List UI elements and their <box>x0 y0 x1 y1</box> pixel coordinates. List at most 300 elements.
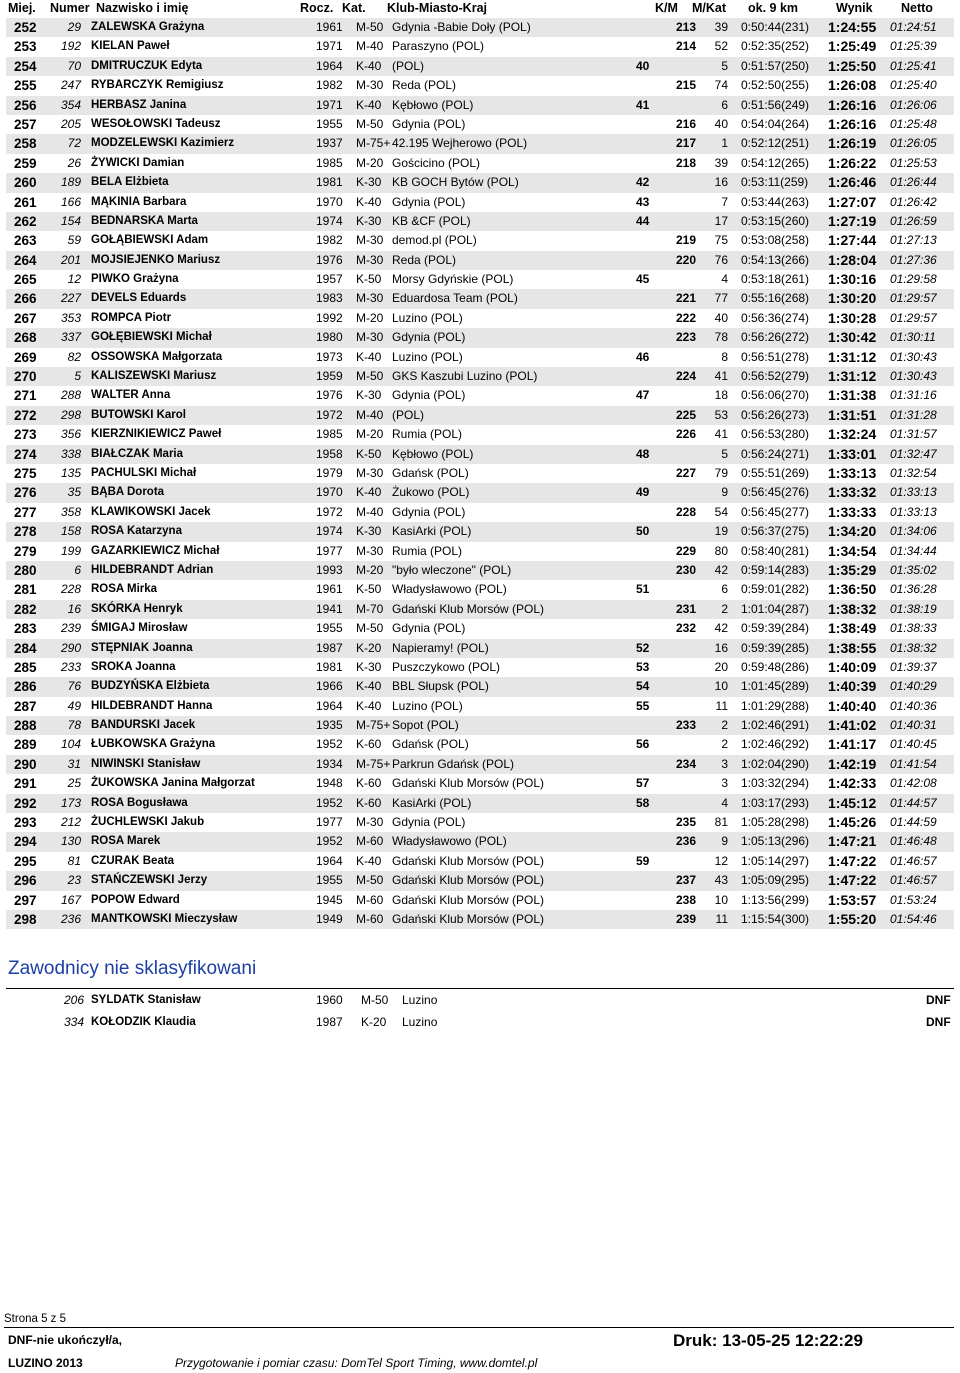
row-place: 297 <box>14 892 37 908</box>
row-gender-place-m: 235 <box>675 815 696 830</box>
row-split: 0:55:51(269) <box>741 465 810 480</box>
row-club: Gdańsk (POL) <box>392 737 469 752</box>
dnf-number: 334 <box>63 1015 84 1029</box>
dnf-row <box>6 1011 954 1033</box>
row-place: 262 <box>14 213 37 229</box>
row-club: Gdański Klub Morsów (POL) <box>392 892 545 907</box>
row-number: 72 <box>67 136 81 151</box>
row-category-place: 74 <box>714 78 728 93</box>
row-year: 1982 <box>316 78 343 93</box>
row-category-place: 16 <box>714 640 728 655</box>
row-gender-place-m: 221 <box>675 291 696 306</box>
row-club: Gościcino (POL) <box>392 155 481 170</box>
row-result: 1:45:12 <box>828 794 877 811</box>
dnf-legend: DNF-nie ukończył/a, <box>8 1333 123 1347</box>
table-row <box>6 522 954 541</box>
row-result: 1:31:38 <box>828 387 877 404</box>
table-row <box>6 658 954 677</box>
row-year: 1980 <box>316 330 343 345</box>
row-number: 189 <box>60 175 81 190</box>
row-split: 0:56:36(274) <box>741 310 810 325</box>
row-category: K-20 <box>356 640 382 655</box>
row-result: 1:33:32 <box>828 484 877 501</box>
row-number: 167 <box>60 892 81 907</box>
row-year: 1974 <box>316 524 343 539</box>
table-row <box>6 794 954 813</box>
row-category-place: 12 <box>714 853 728 868</box>
row-place: 288 <box>14 718 37 734</box>
row-category: M-30 <box>356 815 384 830</box>
row-netto: 01:46:57 <box>890 853 937 868</box>
row-club: KB &CF (POL) <box>392 213 471 228</box>
row-category: M-60 <box>356 834 384 849</box>
row-result: 1:24:55 <box>828 19 877 35</box>
row-name: ROSA Mirka <box>91 583 158 596</box>
row-split: 0:56:37(275) <box>741 524 810 539</box>
row-category-place: 40 <box>714 116 728 131</box>
row-gender-place-m: 237 <box>675 873 696 888</box>
table-row <box>6 37 954 56</box>
row-netto: 01:31:16 <box>890 388 937 403</box>
row-number: 247 <box>60 78 81 93</box>
row-name: KALISZEWSKI Mariusz <box>91 370 217 383</box>
row-result: 1:33:01 <box>828 445 877 462</box>
row-netto: 01:25:48 <box>890 116 937 131</box>
table-row <box>6 813 954 832</box>
row-place: 277 <box>14 504 37 520</box>
row-netto: 01:40:36 <box>890 698 937 713</box>
row-result: 1:26:46 <box>828 174 877 191</box>
row-split: 0:56:51(278) <box>741 349 810 364</box>
row-name: BIAŁCZAK Maria <box>91 447 184 460</box>
row-name: ŚMIGAJ Mirosław <box>91 622 188 635</box>
row-gender-place-k: 55 <box>636 698 650 713</box>
table-row <box>6 193 954 212</box>
row-split: 0:56:45(276) <box>741 485 810 500</box>
row-club: Rumia (POL) <box>392 427 463 442</box>
table-row <box>6 464 954 483</box>
row-category: M-60 <box>356 892 384 907</box>
row-number: 25 <box>67 776 81 791</box>
row-place: 261 <box>14 194 37 210</box>
dnf-name: SYLDATK Stanisław <box>91 994 201 1006</box>
row-place: 292 <box>14 795 37 811</box>
row-year: 1992 <box>316 310 343 325</box>
row-netto: 01:39:37 <box>890 659 937 674</box>
row-club: GKS Kaszubi Luzino (POL) <box>392 369 538 384</box>
event-name: LUZINO 2013 <box>8 1356 83 1370</box>
row-result: 1:25:50 <box>828 57 877 74</box>
row-place: 271 <box>14 388 37 404</box>
row-place: 298 <box>14 911 37 927</box>
row-category-place: 79 <box>714 465 728 480</box>
row-category-place: 75 <box>714 233 728 248</box>
row-category: K-50 <box>356 272 382 287</box>
row-category: K-30 <box>356 659 382 674</box>
row-result: 1:27:07 <box>828 193 877 210</box>
row-number: 78 <box>67 718 81 733</box>
row-result: 1:30:16 <box>828 271 877 288</box>
row-name: ROMPCA Piotr <box>91 311 172 324</box>
row-club: Gdynia (POL) <box>392 116 466 131</box>
row-year: 1971 <box>316 97 343 112</box>
row-category-place: 6 <box>721 582 728 597</box>
row-category: K-40 <box>356 97 382 112</box>
table-row <box>6 639 954 658</box>
row-name: SROKA Joanna <box>91 660 176 673</box>
row-club: Władysławowo (POL) <box>392 834 507 849</box>
row-category: M-30 <box>356 233 384 248</box>
row-result: 1:32:24 <box>828 426 877 443</box>
row-result: 1:26:16 <box>828 115 877 132</box>
header-gender-place: K/M <box>655 1 678 15</box>
row-netto: 01:26:42 <box>890 194 937 209</box>
row-club: Kębłowo (POL) <box>392 97 474 112</box>
row-gender-place-k: 49 <box>636 485 650 500</box>
row-category: M-20 <box>356 562 384 577</box>
row-result: 1:40:40 <box>828 697 877 714</box>
row-netto: 01:54:46 <box>890 911 937 926</box>
row-split: 1:05:09(295) <box>741 873 810 888</box>
row-result: 1:25:49 <box>828 38 877 55</box>
table-row <box>6 910 954 929</box>
row-split: 0:52:12(251) <box>741 136 810 151</box>
row-netto: 01:26:59 <box>890 213 937 228</box>
row-year: 1970 <box>316 485 343 500</box>
row-category: M-50 <box>356 621 384 636</box>
row-split: 0:52:35(252) <box>741 39 810 54</box>
page-number: Strona 5 z 5 <box>4 1313 67 1325</box>
row-place: 291 <box>14 776 37 792</box>
row-year: 1985 <box>316 427 343 442</box>
row-result: 1:47:22 <box>828 872 877 889</box>
row-netto: 01:32:54 <box>890 465 937 480</box>
table-row <box>6 231 954 250</box>
row-year: 1981 <box>316 175 343 190</box>
row-category: M-50 <box>356 873 384 888</box>
row-category: K-30 <box>356 213 382 228</box>
results-table-header <box>6 0 954 16</box>
table-row <box>6 891 954 910</box>
row-place: 263 <box>14 233 37 249</box>
row-club: Gdynia (POL) <box>392 330 466 345</box>
row-club: Parkrun Gdańsk (POL) <box>392 756 515 771</box>
row-category-place: 54 <box>714 504 728 519</box>
row-place: 270 <box>14 369 37 385</box>
row-number: 288 <box>60 388 81 403</box>
row-place: 285 <box>14 659 37 675</box>
row-club: "było wleczone" (POL) <box>392 562 512 577</box>
row-split: 1:05:14(297) <box>741 853 810 868</box>
row-number: 16 <box>67 601 81 616</box>
row-number: 23 <box>67 873 81 888</box>
row-gender-place-k: 54 <box>636 679 650 694</box>
row-split: 0:59:14(283) <box>741 562 810 577</box>
results-table-body <box>6 18 954 929</box>
dnf-number: 206 <box>63 993 84 1007</box>
row-number: 76 <box>67 679 81 694</box>
row-gender-place-m: 216 <box>675 116 696 131</box>
row-split: 1:05:13(296) <box>741 834 810 849</box>
row-club: Gdański Klub Morsów (POL) <box>392 911 545 926</box>
row-number: 290 <box>60 640 81 655</box>
row-netto: 01:24:51 <box>890 20 937 34</box>
row-netto: 01:44:57 <box>890 795 937 810</box>
row-year: 1974 <box>316 213 343 228</box>
row-gender-place-m: 213 <box>675 20 696 34</box>
row-result: 1:38:55 <box>828 639 877 656</box>
row-club: Gdańsk (POL) <box>392 465 469 480</box>
row-split: 0:58:40(281) <box>741 543 810 558</box>
row-gender-place-k: 51 <box>636 582 650 597</box>
row-category: M-20 <box>356 155 384 170</box>
row-netto: 01:53:24 <box>890 892 937 907</box>
row-category-place: 81 <box>714 815 728 830</box>
row-year: 1935 <box>316 718 343 733</box>
header-club: Klub-Miasto-Kraj <box>387 1 487 15</box>
row-gender-place-m: 224 <box>675 369 696 384</box>
table-row <box>6 600 954 619</box>
table-row <box>6 483 954 502</box>
row-netto: 01:40:31 <box>890 718 937 733</box>
row-category-place: 2 <box>721 737 728 752</box>
row-year: 1934 <box>316 756 343 771</box>
row-year: 1964 <box>316 698 343 713</box>
table-row <box>6 735 954 754</box>
row-number: 356 <box>60 427 81 442</box>
row-number: 12 <box>67 272 81 287</box>
row-gender-place-m: 214 <box>675 39 696 54</box>
table-row <box>6 309 954 328</box>
table-row <box>6 76 954 95</box>
table-row <box>6 367 954 386</box>
row-name: BEDNARSKA Marta <box>91 214 198 227</box>
row-gender-place-k: 46 <box>636 349 650 364</box>
row-category-place: 10 <box>714 679 728 694</box>
row-number: 82 <box>67 349 81 364</box>
row-result: 1:41:17 <box>828 736 877 753</box>
row-split: 1:02:46(292) <box>741 737 810 752</box>
row-place: 269 <box>14 349 37 365</box>
row-split: 1:05:28(298) <box>741 815 810 830</box>
row-category-place: 53 <box>714 407 728 422</box>
row-category-place: 18 <box>714 388 728 403</box>
row-gender-place-m: 234 <box>675 756 696 771</box>
table-row <box>6 406 954 425</box>
row-number: 135 <box>60 465 81 480</box>
row-category: K-40 <box>356 58 382 73</box>
row-result: 1:55:20 <box>828 910 877 927</box>
row-club: Gdynia (POL) <box>392 388 466 403</box>
row-category-place: 39 <box>714 20 728 34</box>
row-club: Gdynia (POL) <box>392 504 466 519</box>
row-result: 1:26:16 <box>828 96 877 113</box>
row-year: 1937 <box>316 136 343 151</box>
row-category-place: 77 <box>714 291 728 306</box>
row-year: 1976 <box>316 388 343 403</box>
row-name: GOŁĄBIEWSKI Adam <box>91 234 209 247</box>
footer-divider <box>4 1327 954 1328</box>
row-netto: 01:29:58 <box>890 272 937 287</box>
table-row <box>6 677 954 696</box>
row-category-place: 2 <box>721 718 728 733</box>
row-name: OSSOWSKA Małgorzata <box>91 350 223 363</box>
row-number: 227 <box>60 291 81 306</box>
row-name: BUTOWSKI Karol <box>91 408 186 421</box>
row-number: 236 <box>60 911 81 926</box>
row-netto: 01:36:28 <box>890 582 937 597</box>
row-netto: 01:31:28 <box>890 407 937 422</box>
row-year: 1958 <box>316 446 343 461</box>
row-category-place: 5 <box>721 58 728 73</box>
row-category: M-30 <box>356 78 384 93</box>
row-category: K-40 <box>356 698 382 713</box>
dnf-club: Luzino <box>402 1015 438 1029</box>
row-split: 0:59:39(284) <box>741 621 810 636</box>
row-gender-place-m: 228 <box>675 504 696 519</box>
unclassified-title: Zawodnicy nie sklasyfikowani <box>8 958 257 979</box>
row-result: 1:45:26 <box>828 814 877 831</box>
row-year: 1948 <box>316 776 343 791</box>
print-timestamp: Druk: 13-05-25 12:22:29 <box>673 1331 863 1350</box>
dnf-year: 1987 <box>316 1015 343 1029</box>
row-split: 0:53:18(261) <box>741 272 810 287</box>
row-place: 295 <box>14 853 37 869</box>
row-netto: 01:26:06 <box>890 97 937 112</box>
row-place: 296 <box>14 873 37 889</box>
row-place: 276 <box>14 485 37 501</box>
row-category-place: 41 <box>714 369 728 384</box>
row-number: 354 <box>60 97 81 112</box>
row-netto: 01:30:43 <box>890 349 937 364</box>
row-category-place: 4 <box>721 795 728 810</box>
row-split: 1:03:17(293) <box>741 795 810 810</box>
row-gender-place-m: 227 <box>675 465 696 480</box>
row-category-place: 19 <box>714 524 728 539</box>
row-category-place: 8 <box>721 349 728 364</box>
row-split: 0:59:48(286) <box>741 659 810 674</box>
row-year: 1976 <box>316 252 343 267</box>
row-split: 0:53:11(259) <box>741 175 809 190</box>
row-gender-place-m: 223 <box>675 330 696 345</box>
row-number: 337 <box>60 330 81 345</box>
dnf-category: K-20 <box>361 1015 387 1029</box>
row-year: 1964 <box>316 58 343 73</box>
table-row <box>6 57 954 76</box>
table-row <box>6 774 954 793</box>
row-result: 1:26:08 <box>828 77 877 94</box>
row-category-place: 40 <box>714 310 728 325</box>
row-club: BBL Słupsk (POL) <box>392 679 489 694</box>
row-category: K-40 <box>356 485 382 500</box>
row-netto: 01:25:41 <box>890 58 937 73</box>
row-netto: 01:27:13 <box>890 233 937 248</box>
row-result: 1:30:28 <box>828 309 877 326</box>
table-row <box>6 134 954 153</box>
row-name: ROSA Marek <box>91 835 161 848</box>
row-place: 282 <box>14 601 37 617</box>
row-name: PIWKO Grażyna <box>91 273 179 286</box>
row-number: 166 <box>60 194 81 209</box>
row-result: 1:41:02 <box>828 717 877 734</box>
row-name: ROSA Bogusława <box>91 796 188 809</box>
table-row <box>6 852 954 871</box>
dnf-status: DNF <box>926 1015 951 1029</box>
row-place: 255 <box>14 78 37 94</box>
table-row <box>6 580 954 599</box>
row-category-place: 2 <box>721 601 728 616</box>
row-place: 283 <box>14 621 37 637</box>
row-category-place: 43 <box>714 873 728 888</box>
row-number: 5 <box>74 369 81 384</box>
row-place: 275 <box>14 465 37 481</box>
row-category: K-30 <box>356 175 382 190</box>
row-club: Gdański Klub Morsów (POL) <box>392 853 545 868</box>
row-result: 1:31:12 <box>828 348 877 365</box>
row-place: 257 <box>14 116 37 132</box>
row-category: K-40 <box>356 853 382 868</box>
row-netto: 01:38:33 <box>890 621 937 636</box>
row-name: KIELAN Paweł <box>91 40 170 53</box>
row-result: 1:38:32 <box>828 600 877 617</box>
row-netto: 01:32:47 <box>890 446 937 461</box>
row-result: 1:26:22 <box>828 154 877 171</box>
row-gender-place-k: 57 <box>636 776 650 791</box>
row-gender-place-m: 215 <box>675 78 696 93</box>
row-category: K-30 <box>356 388 382 403</box>
row-split: 0:53:15(260) <box>741 213 810 228</box>
row-year: 1979 <box>316 465 343 480</box>
row-year: 1971 <box>316 39 343 54</box>
row-place: 293 <box>14 815 37 831</box>
row-category-place: 11 <box>715 911 728 926</box>
header-year: Rocz. <box>300 1 334 15</box>
row-category-place: 39 <box>714 155 728 170</box>
row-split: 0:56:53(280) <box>741 427 810 442</box>
row-result: 1:33:13 <box>828 464 877 481</box>
row-name: MOJSIEJENKO Mariusz <box>91 253 221 266</box>
table-row <box>6 251 954 270</box>
row-club: KasiArki (POL) <box>392 524 472 539</box>
row-gender-place-k: 53 <box>636 659 650 674</box>
row-netto: 01:42:08 <box>890 776 937 791</box>
row-category-place: 42 <box>714 562 728 577</box>
header-netto: Netto <box>901 1 933 15</box>
row-club: Gdynia (POL) <box>392 815 466 830</box>
row-category-place: 52 <box>714 39 728 54</box>
row-name: STAŃCZEWSKI Jerzy <box>91 874 208 887</box>
table-row <box>6 328 954 347</box>
row-gender-place-m: 222 <box>675 310 696 325</box>
row-result: 1:27:44 <box>828 232 877 249</box>
row-place: 280 <box>14 562 37 578</box>
row-name: MODZELEWSKI Kazimierz <box>91 137 235 150</box>
row-category: K-30 <box>356 524 382 539</box>
row-split: 0:53:08(258) <box>741 233 810 248</box>
row-name: CZURAK Beata <box>91 854 175 867</box>
row-netto: 01:35:02 <box>890 562 937 577</box>
row-gender-place-m: 218 <box>675 155 696 170</box>
row-club: Gdański Klub Morsów (POL) <box>392 776 545 791</box>
row-result: 1:40:09 <box>828 658 877 675</box>
row-gender-place-m: 229 <box>675 543 696 558</box>
row-year: 1972 <box>316 407 343 422</box>
row-club: Władysławowo (POL) <box>392 582 507 597</box>
row-place: 279 <box>14 543 37 559</box>
row-number: 298 <box>60 407 81 422</box>
row-name: NIWINSKI Stanisław <box>91 757 201 770</box>
row-split: 0:56:26(273) <box>741 407 810 422</box>
